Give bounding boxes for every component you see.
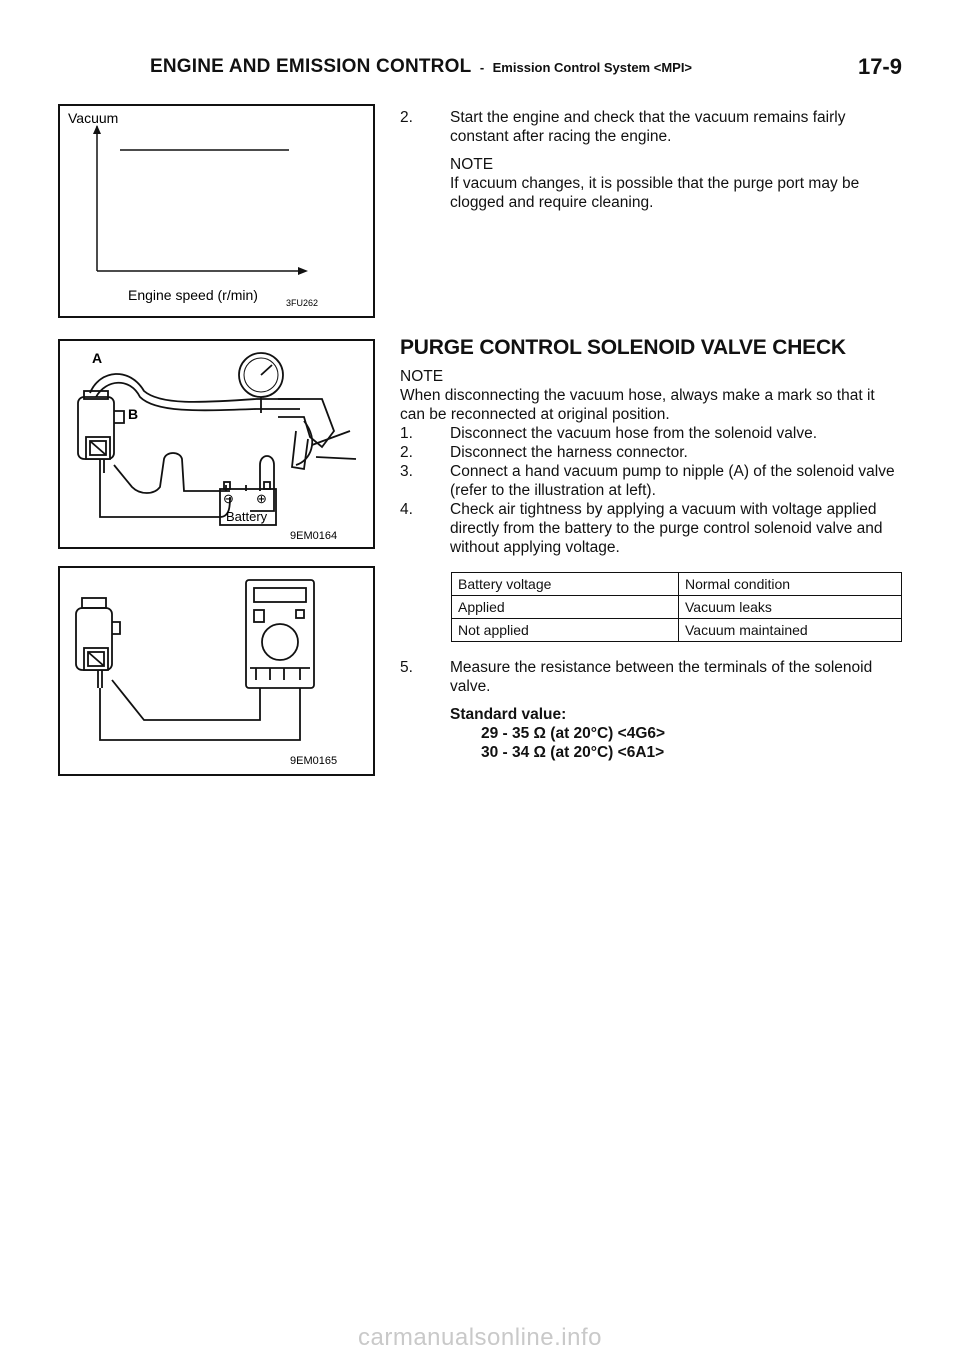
step-2-block [400, 108, 902, 212]
purge-note-text: When disconnecting the vacuum hose, always make a mark so that it can be reconnected at original position. [400, 387, 875, 423]
step-5-block [400, 658, 902, 762]
step-text: Disconnect the vacuum hose from the solenoid valve. [450, 425, 818, 442]
vacuum-hose [90, 374, 300, 410]
watermark: carmanualsonline.info [358, 1324, 602, 1351]
wiring [100, 453, 274, 517]
table-row [452, 619, 902, 642]
table-cell: Vacuum maintained [679, 619, 902, 642]
step-number: 2. [400, 444, 413, 461]
vacuum-pump [239, 353, 356, 469]
battery-plus: ⊕ [256, 491, 267, 506]
table-header-cell: Battery voltage [452, 573, 679, 596]
step-text: Disconnect the harness connector. [450, 444, 688, 461]
label-b: B [128, 406, 139, 422]
step-item [400, 658, 902, 762]
table-row [452, 596, 902, 619]
standard-value: 29 - 35 Ω (at 20°C) <4G6> [481, 725, 666, 742]
page-header [150, 56, 902, 88]
solenoid-valve [76, 598, 120, 688]
vacuum-graph-figure [58, 104, 375, 318]
purge-steps-list [400, 424, 902, 557]
standard-value: 30 - 34 Ω (at 20°C) <6A1> [481, 744, 665, 761]
test-leads [100, 680, 300, 740]
header-dash: - [479, 60, 485, 75]
step-number: 2. [400, 109, 413, 126]
step-number: 3. [400, 463, 413, 480]
purge-section [400, 338, 902, 424]
standard-value-label: Standard value: [450, 706, 567, 723]
step-item [400, 500, 902, 557]
x-axis-arrow [298, 267, 308, 275]
step-item [400, 108, 902, 212]
step-number: 4. [400, 501, 413, 518]
table-cell: Vacuum leaks [679, 596, 902, 619]
vacuum-figure-code: 9EM0164 [290, 530, 338, 542]
battery-label: Battery [226, 509, 268, 524]
purge-note-title: NOTE [400, 368, 444, 385]
vacuum-pump-figure [58, 339, 375, 549]
solenoid-valve [78, 391, 124, 473]
battery-minus: ⊖ [223, 491, 234, 506]
table-header-cell: Normal condition [679, 573, 902, 596]
step-text: Start the engine and check that the vacuum remains fairly constant after racing the engine. [450, 109, 846, 145]
vacuum-pump-illustration [60, 341, 373, 547]
step-text: Measure the resistance between the terminals of the solenoid valve. [450, 659, 873, 695]
step-text: Check air tightness by applying a vacuum with voltage applied directly from the battery to the purge control solenoid valve and without applying voltage. [450, 501, 883, 556]
ohmmeter-illustration [60, 568, 373, 774]
step-number: 5. [400, 659, 413, 676]
table-cell: Not applied [452, 619, 679, 642]
header-subtitle: Emission Control System <MPI> [492, 60, 693, 75]
graph-xlabel: Engine speed (r/min) [128, 287, 258, 303]
ohmmeter-figure-code: 9EM0165 [290, 755, 338, 767]
graph-code: 3FU262 [286, 298, 319, 308]
header-title: ENGINE AND EMISSION CONTROL [150, 56, 472, 77]
ohmmeter-figure [58, 566, 375, 776]
table-header-row [452, 573, 902, 596]
condition-table [451, 572, 902, 642]
vacuum-graph [60, 106, 373, 316]
table-cell: Applied [452, 596, 679, 619]
multimeter [246, 580, 314, 688]
step-item [400, 424, 902, 443]
step-item [400, 462, 902, 500]
note-text: If vacuum changes, it is possible that the purge port may be clogged and require cleaning. [450, 175, 860, 211]
label-a: A [92, 350, 103, 366]
note-title: NOTE [450, 156, 494, 173]
step-item [400, 443, 902, 462]
step-number: 1. [400, 425, 413, 442]
page-number: 17-9 [857, 54, 902, 79]
section-title: PURGE CONTROL SOLENOID VALVE CHECK [400, 336, 846, 359]
step-text: Connect a hand vacuum pump to nipple (A) of the solenoid valve (refer to the illustration at left). [450, 463, 895, 499]
condition-table-wrap [451, 572, 902, 642]
graph-ylabel: Vacuum [68, 110, 119, 126]
y-axis-arrow [93, 125, 101, 134]
